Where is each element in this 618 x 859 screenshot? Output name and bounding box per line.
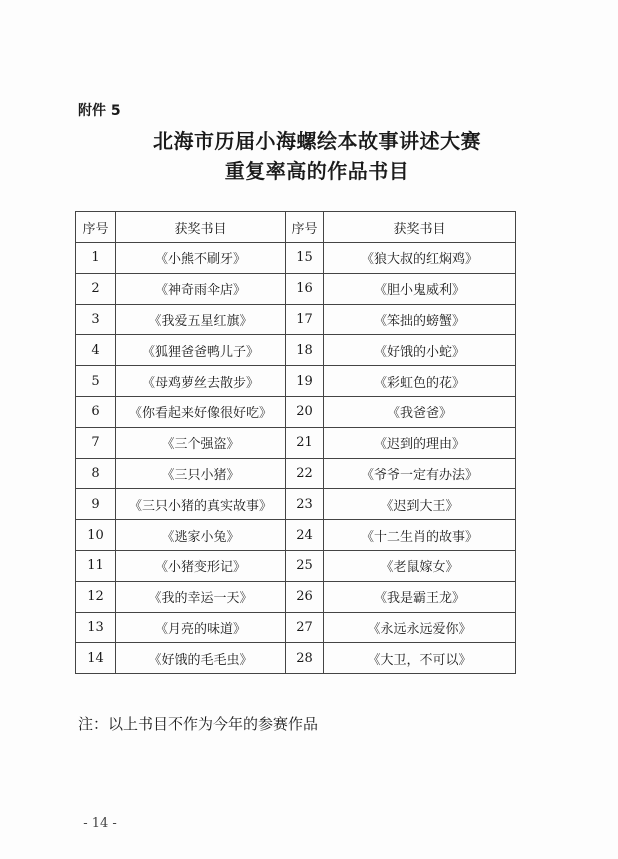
row-index-left: 1 [76, 243, 116, 274]
row-title-right: 《十二生肖的故事》 [324, 520, 516, 551]
row-index-right: 22 [286, 458, 324, 489]
table-row [76, 335, 516, 366]
table-row [76, 612, 516, 643]
row-title-left: 《神奇雨伞店》 [116, 273, 286, 304]
row-title-left: 《你看起来好像很好吃》 [116, 396, 286, 427]
award-books-table [75, 211, 516, 674]
row-title-left: 《小熊不刷牙》 [116, 243, 286, 274]
row-title-left: 《三只小猪》 [116, 458, 286, 489]
row-index-right: 20 [286, 396, 324, 427]
row-index-right: 27 [286, 612, 324, 643]
row-index-left: 13 [76, 612, 116, 643]
table-row [76, 243, 516, 274]
row-index-left: 4 [76, 335, 116, 366]
row-index-right: 19 [286, 366, 324, 397]
row-title-left: 《月亮的味道》 [116, 612, 286, 643]
row-title-left: 《狐狸爸爸鸭儿子》 [116, 335, 286, 366]
table-header-row [76, 212, 516, 243]
page-number: - 14 - [83, 816, 117, 831]
row-index-right: 24 [286, 520, 324, 551]
row-index-left: 10 [76, 520, 116, 551]
row-title-left: 《小猪变形记》 [116, 550, 286, 581]
row-title-right: 《好饿的小蛇》 [324, 335, 516, 366]
row-index-right: 25 [286, 550, 324, 581]
row-index-left: 8 [76, 458, 116, 489]
row-index-right: 18 [286, 335, 324, 366]
row-index-left: 7 [76, 427, 116, 458]
row-title-right: 《迟到的理由》 [324, 427, 516, 458]
row-title-right: 《我爸爸》 [324, 396, 516, 427]
row-title-right: 《爷爷一定有办法》 [324, 458, 516, 489]
row-title-right: 《笨拙的螃蟹》 [324, 304, 516, 335]
row-title-right: 《狼大叔的红焖鸡》 [324, 243, 516, 274]
attachment-label: 附件 5 [78, 103, 121, 119]
table-row [76, 643, 516, 674]
table-row [76, 427, 516, 458]
document-title: 北海市历届小海螺绘本故事讲述大赛 [153, 129, 481, 153]
footnote: 注：以上书目不作为今年的参赛作品 [78, 715, 319, 733]
row-title-left: 《我爱五星红旗》 [116, 304, 286, 335]
row-index-left: 6 [76, 396, 116, 427]
row-index-right: 26 [286, 581, 324, 612]
header-title-left: 获奖书目 [116, 212, 286, 243]
row-title-right: 《彩虹色的花》 [324, 366, 516, 397]
row-title-right: 《我是霸王龙》 [324, 581, 516, 612]
row-title-left: 《三只小猪的真实故事》 [116, 489, 286, 520]
row-index-right: 16 [286, 273, 324, 304]
row-index-left: 14 [76, 643, 116, 674]
row-index-left: 2 [76, 273, 116, 304]
row-title-right: 《大卫，不可以》 [324, 643, 516, 674]
row-title-right: 《迟到大王》 [324, 489, 516, 520]
row-index-left: 5 [76, 366, 116, 397]
row-title-left: 《我的幸运一天》 [116, 581, 286, 612]
table-row [76, 366, 516, 397]
header-title-right: 获奖书目 [324, 212, 516, 243]
table-row [76, 396, 516, 427]
header-index-left: 序号 [76, 212, 116, 243]
row-index-right: 21 [286, 427, 324, 458]
table-row [76, 550, 516, 581]
table-row [76, 581, 516, 612]
row-title-left: 《母鸡萝丝去散步》 [116, 366, 286, 397]
row-title-right: 《老鼠嫁女》 [324, 550, 516, 581]
row-index-left: 9 [76, 489, 116, 520]
table-row [76, 458, 516, 489]
header-index-right: 序号 [286, 212, 324, 243]
row-index-right: 17 [286, 304, 324, 335]
row-title-left: 《三个强盗》 [116, 427, 286, 458]
row-index-left: 3 [76, 304, 116, 335]
document-subtitle: 重复率高的作品书目 [224, 159, 410, 183]
row-index-left: 11 [76, 550, 116, 581]
table-row [76, 520, 516, 551]
row-index-left: 12 [76, 581, 116, 612]
row-index-right: 23 [286, 489, 324, 520]
row-title-left: 《逃家小兔》 [116, 520, 286, 551]
table-row [76, 273, 516, 304]
row-index-right: 28 [286, 643, 324, 674]
row-index-right: 15 [286, 243, 324, 274]
table-row [76, 489, 516, 520]
row-title-right: 《胆小鬼威利》 [324, 273, 516, 304]
table-row [76, 304, 516, 335]
row-title-left: 《好饿的毛毛虫》 [116, 643, 286, 674]
row-title-right: 《永远永远爱你》 [324, 612, 516, 643]
